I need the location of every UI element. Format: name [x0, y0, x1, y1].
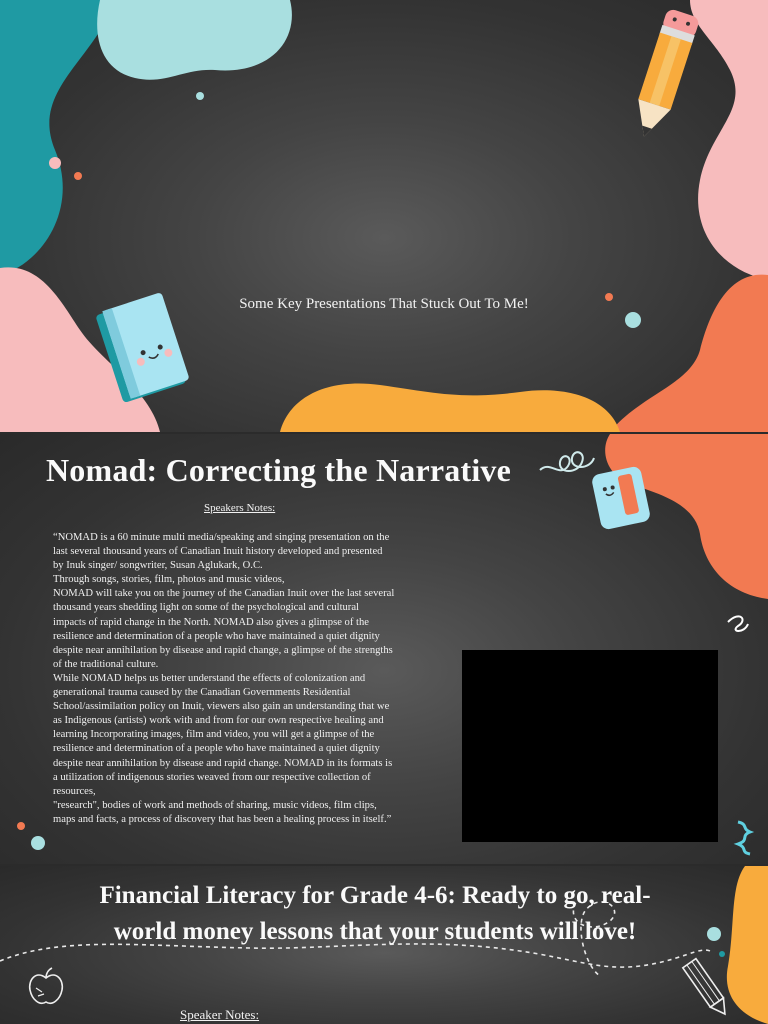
notes-line: as Indigenous (artists) work with and from for our own respective healing and [53, 715, 384, 727]
slide-1-title: Some Key Presentations That Stuck Out To Me! [239, 296, 529, 312]
pencil-outline-icon [676, 950, 736, 1024]
notes-line: "research", bodies of work and methods of sharing, music videos, film clips, [53, 799, 377, 811]
slide-3 [0, 866, 768, 1024]
yellow-blob-bottom [280, 383, 620, 432]
speakers-notes-body [53, 531, 438, 827]
notes-line: maps and facts, a process of discovery that has been a healing process in itself.” [53, 813, 392, 825]
notes-line: resources, [53, 785, 96, 797]
notes-line: NOMAD will take you on the journey of the Canadian Inuit over the last several [53, 588, 395, 600]
slide-3-title [30, 878, 720, 950]
speakers-notes-label: Speakers Notes: [204, 502, 276, 514]
speaker-notes-label: Speaker Notes: [180, 1007, 260, 1022]
embedded-video[interactable] [462, 650, 718, 842]
slide-1 [0, 0, 768, 432]
notes-line: learning Incorporating images, film and video, you will get a glimpse of the [53, 729, 375, 741]
notes-line: “NOMAD is a 60 minute multi media/speaking and singing presentation on the [53, 532, 390, 543]
notes-line: last several thousand years of Canadian Inuit history developed and presented [53, 546, 383, 558]
teal-blob [0, 0, 115, 275]
notes-line: by Inuk singer/ songwriter, Susan Aglukark, O.C. [53, 560, 263, 572]
slide-2 [0, 434, 768, 864]
notes-line: a utilization of indigenous stories weaved from our respective collection of [53, 771, 371, 783]
notes-line: generational trauma caused by the Canadian Governments Residential [53, 687, 351, 699]
sharpener-icon [588, 462, 654, 534]
slide-3-title-line-1: Financial Literacy for Grade 4-6: Ready to go, real- [99, 882, 651, 909]
scribble-icon [728, 616, 748, 631]
swirl-icon [540, 452, 594, 471]
notes-line: resilience and determination of a people who have maintained a quiet dignity [53, 630, 380, 642]
slide-2-title: Nomad: Correcting the Narrative [46, 452, 512, 488]
scribble-icon-2 [738, 822, 750, 854]
apple-icon [26, 966, 66, 1008]
notes-line: Through songs, stories, film, photos and music videos, [53, 574, 285, 586]
pencil-icon [620, 0, 710, 145]
notes-line: resilience and determination of a people who have maintained a quiet dignity [53, 743, 380, 755]
notes-line: despite near annihilation by disease and rapid change, a glimpse of the strengths [53, 644, 393, 656]
notes-line: While NOMAD helps us better understand the effects of colonization and [53, 672, 366, 684]
notes-line: of the traditional culture. [53, 658, 159, 670]
notes-line: School/assimilation policy on Inuit, viewers also gain an understanding that we [53, 701, 390, 713]
notes-line: despite near annihilation by disease and rapid change. NOMAD in its formats is [53, 757, 393, 769]
notes-line: impacts of rapid change in the North. NOMAD also gives a glimpse of the [53, 616, 369, 628]
slide-3-title-line-2: world money lessons that your students will love! [113, 918, 637, 945]
notes-line: thousand years shedding light on some of the psychological and cultural [53, 602, 359, 614]
light-blue-blob [97, 0, 292, 80]
